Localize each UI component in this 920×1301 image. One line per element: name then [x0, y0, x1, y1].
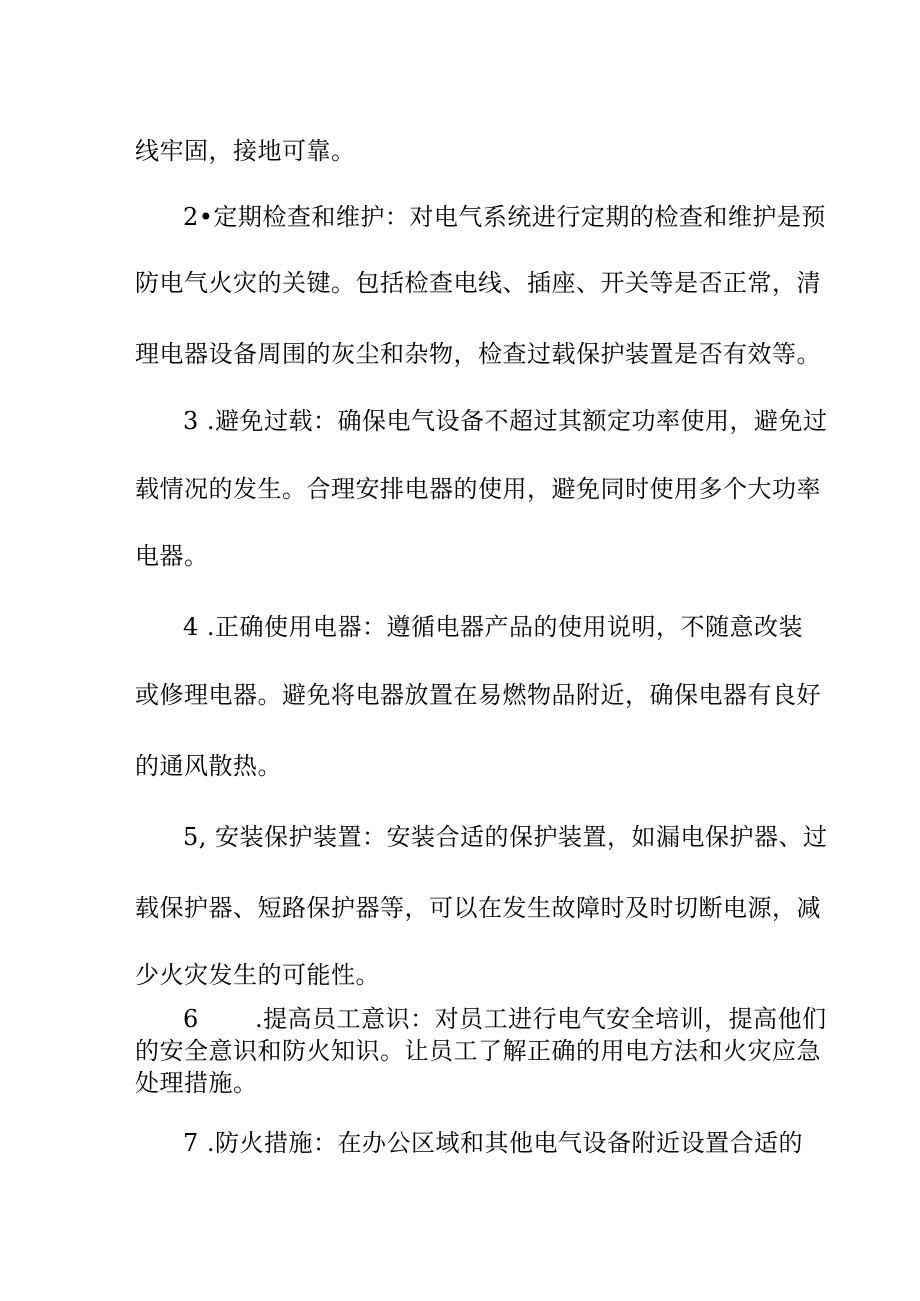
text-line-16: 处理措施。 — [135, 1069, 258, 1097]
item-number-6: 6 — [183, 1005, 199, 1033]
text-line-4: 理电器设备周围的灰尘和杂物，检查过载保护装置是否有效等。 — [135, 340, 821, 368]
text-line-11: 5, 安装保护装置：安装合适的保护装置，如漏电保护器、过 — [183, 823, 828, 851]
text-line-7: 电器。 — [135, 542, 209, 570]
text-line-15: 的安全意识和防火知识。让员工了解正确的用电方法和火灾应急 — [135, 1037, 821, 1065]
text-line-2: 2•定期检查和维护：对电气系统进行定期的检查和维护是预 — [183, 203, 826, 231]
item-6-text: .提高员工意识：对员工进行电气安全培训，提高他们 — [255, 1005, 827, 1033]
text-line-1: 线牢固，接地可靠。 — [135, 137, 356, 165]
text-line-6: 载情况的发生。合理安排电器的使用，避免同时使用多个大功率 — [135, 475, 821, 503]
text-line-14 — [183, 1004, 827, 1034]
text-line-5: 3 .避免过载：确保电气设备不超过其额定功率使用，避免过 — [183, 407, 828, 435]
text-line-13: 少火灾发生的可能性。 — [135, 961, 380, 989]
text-line-3: 防电气火灾的关键。包括检查电线、插座、开关等是否正常，清 — [135, 269, 821, 297]
text-line-9: 或修理电器。避免将电器放置在易燃物品附近，确保电器有良好 — [135, 681, 821, 709]
text-line-17: 7 .防火措施：在办公区域和其他电气设备附近设置合适的 — [183, 1129, 804, 1157]
text-line-8: 4 .正确使用电器：遵循电器产品的使用说明，不随意改装 — [183, 613, 804, 641]
text-line-12: 载保护器、短路保护器等，可以在发生故障时及时切断电源，减 — [135, 894, 821, 922]
text-line-10: 的通风散热。 — [135, 752, 282, 780]
